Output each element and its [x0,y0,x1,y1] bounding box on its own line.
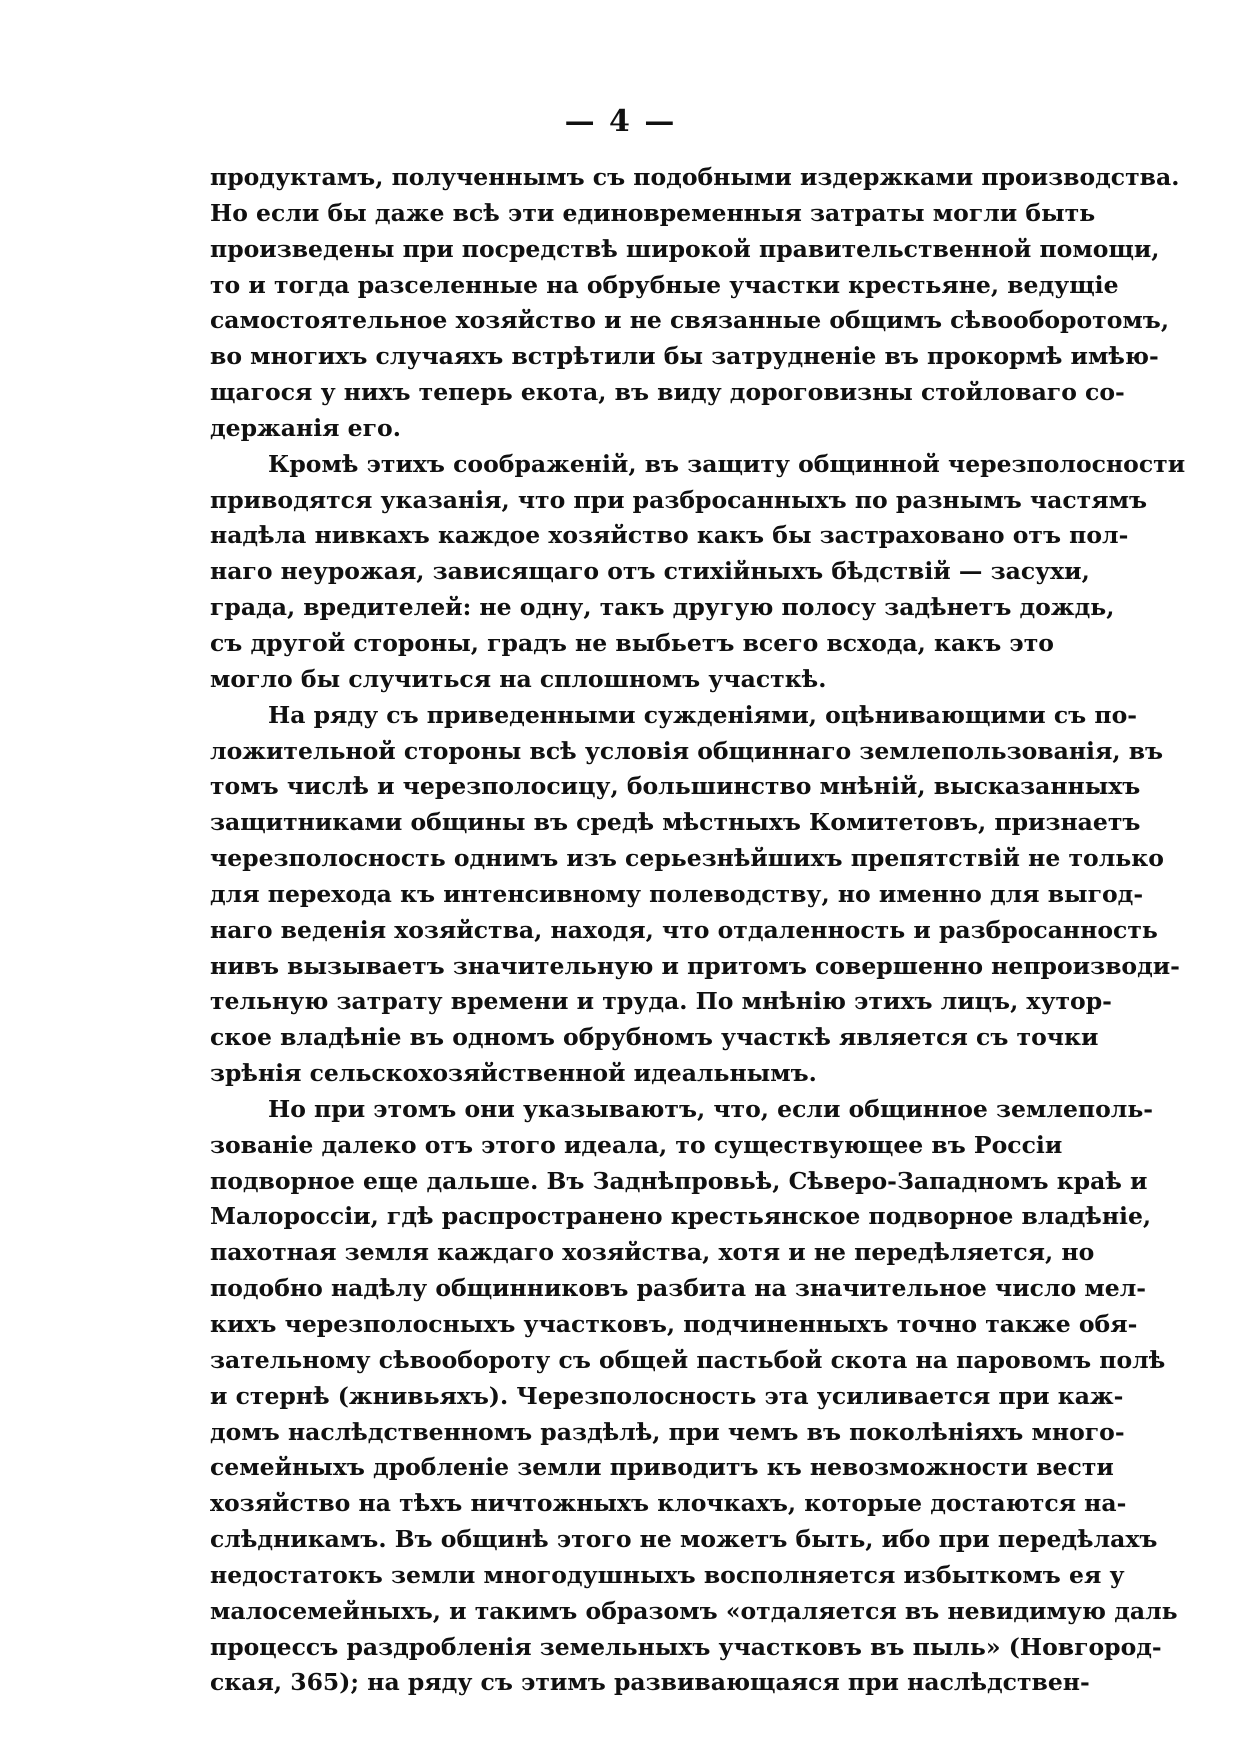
text-line: малосемейныхъ, и такимъ образомъ «отдаляется въ невидимую даль [210,1596,1178,1625]
text-line: домъ наслѣдственномъ раздѣлѣ, при чемъ въ поколѣніяхъ много- [210,1417,1125,1446]
text-line: приводятся указанія, что при разбросанныхъ по разнымъ частямъ [210,485,1148,514]
page-number: — 4 — [564,104,677,139]
text-line: съ другой стороны, градъ не выбьетъ всего всхода, какъ это [210,628,1054,657]
text-line: хозяйство на тѣхъ ничтожныхъ клочкахъ, которые достаются на- [210,1489,1127,1518]
text-line: ская, 365); на ряду съ этимъ развивающаяся при наслѣдствен- [210,1668,1090,1697]
text-line: держанія его. [210,413,401,442]
text-line: процессъ раздробленія земельныхъ участковъ въ пыль» (Новгород- [210,1632,1162,1661]
text-line: Малороссіи, гдѣ распространено крестьянское подворное владѣніе, [210,1202,1152,1231]
text-line: подобно надѣлу общинниковъ разбита на значительное число мел- [210,1274,1147,1303]
text-line: и стернѣ (жнивьяхъ). Черезполосность эта усиливается при каж- [210,1381,1124,1410]
paragraph [210,698,1180,1092]
text-line: кихъ черезполосныхъ участковъ, подчиненныхъ точно также обя- [210,1310,1138,1338]
text-line: надѣла нивкахъ каждое хозяйство какъ бы застраховано отъ пол- [210,521,1129,550]
paragraph [210,160,1180,447]
text-line: подворное еще дальше. Въ Заднѣпровьѣ, Сѣверо-Западномъ краѣ и [210,1166,1148,1195]
text-line: На ряду съ приведенными сужденіями, оцѣнивающими съ по- [268,700,1138,729]
text-line: наго веденія хозяйства, находя, что отдаленность и разбросанность [210,915,1158,944]
text-line: тельную затрату времени и труда. По мнѣнію этихъ лицъ, хутор- [210,987,1112,1016]
text-line: недостатокъ земли многодушныхъ восполняется избыткомъ ея у [210,1560,1125,1589]
text-line: продуктамъ, полученнымъ съ подобными издержками производства. [210,163,1180,191]
text-line: Кромѣ этихъ соображеній, въ защиту общинной черезполосности [268,449,1186,478]
text-line: во многихъ случаяхъ встрѣтили бы затрудненіе въ прокормѣ имѣю- [210,342,1159,371]
paragraph [210,447,1186,698]
text-line: ское владѣніе въ одномъ обрубномъ участкѣ является съ точки [210,1023,1099,1052]
text-line: зованіе далеко отъ этого идеала, то существующее въ Россіи [210,1130,1063,1159]
text-line: Но при этомъ они указываютъ, что, если общинное землеполь- [268,1094,1154,1123]
text-line: щагося у нихъ теперь екота, въ виду дороговизны стойловаго со- [210,378,1125,407]
text-line: произведены при посредствѣ широкой правительственной помощи, [210,234,1160,263]
text-line: Но если бы даже всѣ эти единовременныя затраты могли быть [210,198,1096,227]
text-line: то и тогда разселенные на обрубные участки крестьяне, ведущіе [210,270,1119,299]
text-line: томъ числѣ и черезполосицу, большинство мнѣній, высказанныхъ [210,772,1141,801]
text-line: могло бы случиться на сплошномъ участкѣ. [210,664,827,693]
paragraph [210,1092,1178,1701]
text-line: града, вредителей: не одну, такъ другую полосу задѣнетъ дождь, [210,593,1115,622]
text-line: семейныхъ дробленіе земли приводитъ къ невозможности вести [210,1453,1114,1482]
text-line: наго неурожая, зависящаго отъ стихійныхъ бѣдствій — засухи, [210,557,1090,586]
text-line: ложительной стороны всѣ условія общиннаго землепользованія, въ [210,736,1164,765]
text-line: зательному сѣвообороту съ общей пастьбой скота на паровомъ полѣ [210,1345,1166,1374]
text-line: зрѣнія сельскохозяйственной идеальнымъ. [210,1059,817,1088]
text-line: слѣдникамъ. Въ общинѣ этого не можетъ быть, ибо при передѣлахъ [210,1525,1158,1554]
text-line: черезполосность однимъ изъ серьезнѣйшихъ препятствій не только [210,844,1164,873]
text-line: самостоятельное хозяйство и не связанные общимъ сѣвооборотомъ, [210,306,1170,335]
text-line: защитниками общины въ средѣ мѣстныхъ Комитетовъ, признаетъ [210,808,1141,837]
text-line: для перехода къ интенсивному полеводству, но именно для выгод- [210,879,1144,908]
body-text [210,160,1186,1701]
text-line: пахотная земля каждаго хозяйства, хотя и не передѣляется, но [210,1238,1095,1267]
text-line: нивъ вызываетъ значительную и притомъ совершенно непроизводи- [210,951,1180,980]
